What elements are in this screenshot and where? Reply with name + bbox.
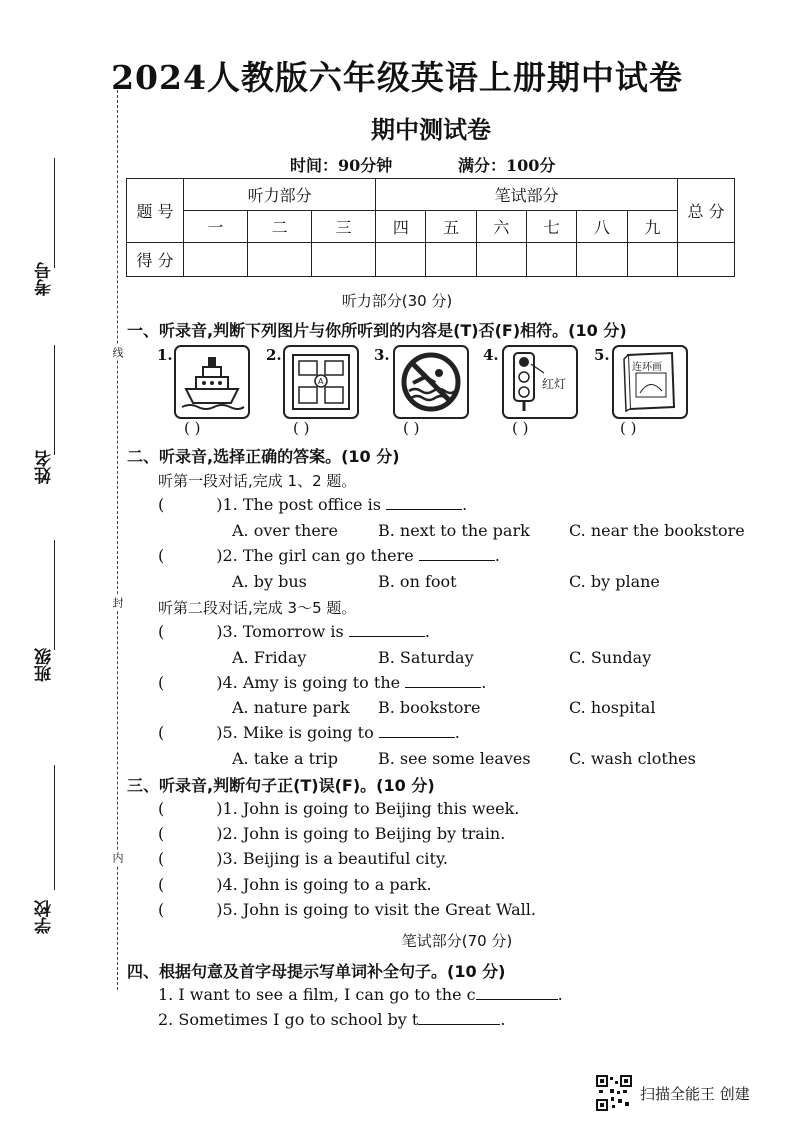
question-row bbox=[158, 495, 467, 514]
question-row bbox=[158, 673, 486, 692]
seal-mark-inside: 内 bbox=[111, 852, 124, 863]
question-text: )2. The girl can go there bbox=[216, 546, 414, 565]
open-paren: ( bbox=[158, 723, 165, 742]
true-false-item bbox=[158, 875, 432, 894]
sentence-text: 2. Sometimes I go to school by bbox=[158, 1010, 407, 1029]
open-paren: ( bbox=[158, 824, 165, 843]
option-b: B. Saturday bbox=[378, 648, 474, 667]
option-a: A. take a trip bbox=[232, 749, 339, 768]
statement-text: )4. John is going to a park. bbox=[216, 875, 432, 894]
sentence-text: 1. I want to see a film, I can go to the bbox=[158, 985, 462, 1004]
fill-in-item bbox=[158, 985, 563, 1004]
col-5: 五 bbox=[426, 211, 476, 243]
option-c: C. wash clothes bbox=[569, 749, 696, 768]
score-cell-6[interactable] bbox=[476, 243, 526, 277]
open-paren: ( bbox=[158, 849, 165, 868]
school-line bbox=[54, 765, 55, 890]
score-cell-4[interactable] bbox=[376, 243, 426, 277]
class-line bbox=[54, 540, 55, 650]
picture-traffic-light bbox=[502, 345, 578, 419]
svg-text:A: A bbox=[318, 377, 324, 386]
open-paren: ( bbox=[158, 900, 165, 919]
option-b: B. bookstore bbox=[378, 698, 481, 717]
open-paren: ( bbox=[158, 673, 165, 692]
open-paren: ( bbox=[158, 622, 165, 641]
col-9: 九 bbox=[627, 211, 677, 243]
picture-comic-book bbox=[612, 345, 688, 419]
header-writing: 笔试部分 bbox=[376, 179, 678, 211]
col-2: 二 bbox=[248, 211, 312, 243]
picture-map bbox=[283, 345, 359, 419]
name-line bbox=[54, 345, 55, 455]
option-a: A. Friday bbox=[232, 648, 307, 667]
picture-ship bbox=[174, 345, 250, 419]
exam-full-score: 满分：100分 bbox=[458, 156, 556, 175]
answer-paren[interactable]: ( ) bbox=[293, 419, 310, 437]
col-3: 三 bbox=[312, 211, 376, 243]
true-false-item bbox=[158, 799, 519, 818]
scanner-watermark: 扫描全能王 创建 bbox=[640, 1085, 750, 1103]
option-c: C. near the bookstore bbox=[569, 521, 745, 540]
score-cell-2[interactable] bbox=[248, 243, 312, 277]
col-6: 六 bbox=[476, 211, 526, 243]
option-c: C. Sunday bbox=[569, 648, 652, 667]
score-cell-3[interactable] bbox=[312, 243, 376, 277]
pic-number: 2. bbox=[266, 346, 282, 364]
score-cell-9[interactable] bbox=[627, 243, 677, 277]
answer-blank[interactable] bbox=[405, 673, 481, 688]
option-c: C. by plane bbox=[569, 572, 660, 591]
period: . bbox=[494, 546, 500, 565]
pic-number: 4. bbox=[483, 346, 499, 364]
statement-text: )5. John is going to visit the Great Wall. bbox=[216, 900, 536, 919]
option-a: A. nature park bbox=[232, 698, 350, 717]
statement-text: )1. John is going to Beijing this week. bbox=[216, 799, 520, 818]
dialog1-instruction: 听第一段对话,完成 1、2 题。 bbox=[158, 472, 357, 490]
pic-number: 3. bbox=[374, 346, 390, 364]
pic-number: 1. bbox=[157, 346, 173, 364]
traffic-light-caption: 红灯 bbox=[542, 377, 567, 391]
initial-letter: t bbox=[411, 1010, 419, 1029]
exam-time: 时间：90分钟 bbox=[290, 156, 393, 175]
open-paren: ( bbox=[158, 546, 165, 565]
open-paren: ( bbox=[158, 875, 165, 894]
answer-blank[interactable] bbox=[419, 546, 495, 561]
question-row bbox=[158, 622, 430, 641]
seal-mark-line: 线 bbox=[111, 347, 124, 358]
exam-no-line bbox=[54, 158, 55, 268]
map-icon bbox=[285, 347, 357, 417]
col-7: 七 bbox=[527, 211, 577, 243]
col-4: 四 bbox=[376, 211, 426, 243]
true-false-item bbox=[158, 900, 536, 919]
answer-paren[interactable]: ( ) bbox=[403, 419, 420, 437]
dialog2-instruction: 听第二段对话,完成 3～5 题。 bbox=[158, 599, 357, 617]
question-row bbox=[158, 723, 460, 742]
seal-mark-seal: 封 bbox=[111, 597, 124, 608]
option-b: B. on foot bbox=[378, 572, 457, 591]
score-cell-total[interactable] bbox=[678, 243, 735, 277]
exam-no-label: 考号 bbox=[35, 262, 55, 296]
period: . bbox=[500, 1010, 506, 1029]
period: . bbox=[557, 985, 563, 1004]
answer-blank[interactable] bbox=[418, 1010, 500, 1025]
part2-heading: 二、听录音,选择正确的答案。(10 分) bbox=[127, 447, 400, 466]
score-table bbox=[126, 178, 735, 277]
option-b: B. next to the park bbox=[378, 521, 530, 540]
school-label: 学校 bbox=[35, 900, 55, 934]
part3-heading: 三、听录音,判断句子正(T)误(F)。(10 分) bbox=[127, 776, 435, 795]
option-a: A. by bus bbox=[232, 572, 307, 591]
period: . bbox=[462, 495, 468, 514]
option-c: C. hospital bbox=[569, 698, 656, 717]
option-a: A. over there bbox=[232, 521, 338, 540]
answer-blank[interactable] bbox=[386, 495, 462, 510]
class-label: 班级 bbox=[35, 648, 55, 682]
pic-number: 5. bbox=[594, 346, 610, 364]
writing-section-heading: 笔试部分(70 分) bbox=[401, 932, 513, 950]
true-false-item bbox=[158, 849, 448, 868]
answer-blank[interactable] bbox=[379, 723, 455, 738]
score-cell-1[interactable] bbox=[184, 243, 248, 277]
row-header-number: 题 号 bbox=[127, 179, 184, 243]
col-1: 一 bbox=[184, 211, 248, 243]
answer-paren[interactable]: ( ) bbox=[512, 419, 529, 437]
score-cell-7[interactable] bbox=[527, 243, 577, 277]
page-subtitle: 期中测试卷 bbox=[371, 115, 491, 144]
fill-in-item bbox=[158, 1010, 505, 1029]
picture-no-swimming bbox=[393, 345, 469, 419]
answer-paren[interactable]: ( ) bbox=[184, 419, 201, 437]
statement-text: )3. Beijing is a beautiful city. bbox=[216, 849, 448, 868]
page-title: 2024人教版六年级英语上册期中试卷 bbox=[111, 58, 683, 97]
period: . bbox=[454, 723, 460, 742]
open-paren: ( bbox=[158, 799, 165, 818]
ship-icon bbox=[176, 347, 248, 417]
answer-blank[interactable] bbox=[476, 985, 558, 1000]
part1-heading: 一、听录音,判断下列图片与你所听到的内容是(T)否(F)相符。(10 分) bbox=[127, 321, 627, 340]
open-paren: ( bbox=[158, 495, 165, 514]
period: . bbox=[481, 673, 487, 692]
question-text: )5. Mike is going to bbox=[216, 723, 374, 742]
name-label: 姓名 bbox=[35, 450, 55, 484]
initial-letter: c bbox=[466, 985, 476, 1004]
header-listening: 听力部分 bbox=[184, 179, 376, 211]
qr-code-icon bbox=[596, 1075, 632, 1111]
header-total: 总 分 bbox=[678, 179, 735, 243]
question-text: )4. Amy is going to the bbox=[216, 673, 401, 692]
true-false-item bbox=[158, 824, 505, 843]
col-8: 八 bbox=[577, 211, 627, 243]
listening-section-heading: 听力部分(30 分) bbox=[341, 292, 453, 310]
statement-text: )2. John is going to Beijing by train. bbox=[216, 824, 506, 843]
no-swimming-icon bbox=[395, 347, 467, 417]
comic-book-caption: 连环画 bbox=[632, 362, 662, 373]
period: . bbox=[424, 622, 430, 641]
answer-paren[interactable]: ( ) bbox=[620, 419, 637, 437]
part4-heading: 四、根据句意及首字母提示写单词补全句子。(10 分) bbox=[127, 962, 506, 981]
score-cell-8[interactable] bbox=[577, 243, 627, 277]
question-row bbox=[158, 546, 500, 565]
score-cell-5[interactable] bbox=[426, 243, 476, 277]
option-b: B. see some leaves bbox=[378, 749, 531, 768]
question-text: )3. Tomorrow is bbox=[216, 622, 344, 641]
question-text: )1. The post office is bbox=[216, 495, 381, 514]
answer-blank[interactable] bbox=[349, 622, 425, 637]
row-header-score: 得 分 bbox=[127, 243, 184, 277]
